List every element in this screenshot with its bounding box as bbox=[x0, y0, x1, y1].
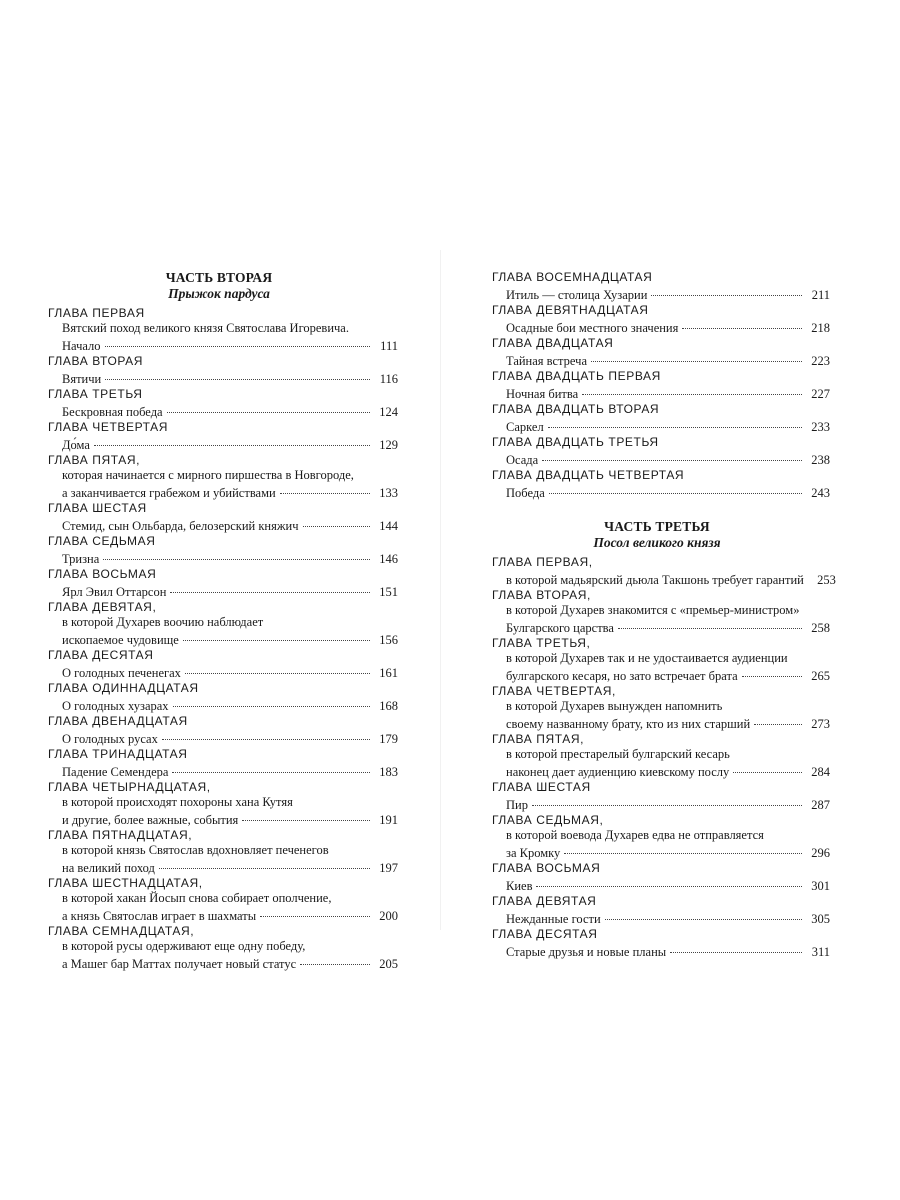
chapter-heading: ГЛАВА ПЯТНАДЦАТАЯ, bbox=[48, 828, 193, 842]
page-number: 265 bbox=[811, 669, 830, 683]
toc-entry[interactable] bbox=[484, 780, 830, 813]
page-gutter bbox=[440, 250, 441, 930]
toc-entry[interactable] bbox=[40, 567, 398, 600]
chapter-heading: ГЛАВА ДВЕНАДЦАТАЯ bbox=[48, 714, 188, 728]
chapter-subtitle-line: Вятский поход великого князя Святослава Игоревича. bbox=[62, 321, 349, 335]
chapter-title: а Машег бар Маттах получает новый статус bbox=[62, 957, 297, 971]
dot-leader bbox=[742, 663, 802, 677]
chapter-leader-row bbox=[484, 351, 830, 369]
toc-entry[interactable] bbox=[484, 303, 830, 336]
page-number: 305 bbox=[811, 912, 830, 926]
page-number: 211 bbox=[811, 288, 830, 302]
toc-list bbox=[484, 270, 830, 501]
chapter-heading: ГЛАВА ПЕРВАЯ bbox=[48, 306, 145, 320]
chapter-title: Падение Семендера bbox=[62, 765, 169, 779]
chapter-title: Нежданные гости bbox=[506, 912, 601, 926]
chapter-leader-row bbox=[484, 483, 830, 501]
chapter-title: Вятичи bbox=[62, 372, 102, 386]
chapter-leader-row bbox=[484, 417, 830, 435]
chapter-subtitle-line: в которой воевода Духарев едва не отправляется bbox=[506, 828, 764, 842]
page-number: 218 bbox=[811, 321, 830, 335]
chapter-heading: ГЛАВА ВОСЬМАЯ bbox=[48, 567, 157, 581]
chapter-leader-row bbox=[484, 384, 830, 402]
dot-leader bbox=[170, 579, 370, 593]
dot-leader bbox=[242, 807, 370, 821]
toc-entry[interactable] bbox=[40, 648, 398, 681]
chapter-leader-row bbox=[40, 810, 398, 828]
dot-leader bbox=[564, 840, 802, 854]
chapter-title: Тризна bbox=[62, 552, 100, 566]
dot-leader bbox=[618, 615, 802, 629]
chapter-heading: ГЛАВА ЧЕТВЕРТАЯ bbox=[48, 420, 169, 434]
chapter-heading: ГЛАВА ДВАДЦАТЬ ВТОРАЯ bbox=[492, 402, 660, 416]
chapter-title: О голодных печенегах bbox=[62, 666, 181, 680]
page-number: 144 bbox=[379, 519, 398, 533]
toc-entry[interactable] bbox=[40, 501, 398, 534]
chapter-title: Итиль — столица Хузарии bbox=[506, 288, 648, 302]
chapter-title: своему названному брату, кто из них старший bbox=[506, 717, 751, 731]
chapter-leader-row bbox=[40, 483, 398, 501]
page-number: 258 bbox=[811, 621, 830, 635]
toc-entry[interactable] bbox=[40, 876, 398, 924]
dot-leader bbox=[542, 447, 802, 461]
toc-entry[interactable] bbox=[484, 468, 830, 501]
dot-leader bbox=[754, 711, 802, 725]
toc-list bbox=[40, 306, 398, 972]
page-number: 243 bbox=[811, 486, 830, 500]
chapter-heading: ГЛАВА СЕДЬМАЯ bbox=[48, 534, 156, 548]
page-number: 301 bbox=[811, 879, 830, 893]
chapter-title: Булгарского царства bbox=[506, 621, 614, 635]
chapter-title: ископаемое чудовище bbox=[62, 633, 179, 647]
toc-entry[interactable] bbox=[40, 714, 398, 747]
chapter-heading: ГЛАВА ТРЕТЬЯ bbox=[48, 387, 143, 401]
page-number: 191 bbox=[379, 813, 398, 827]
chapter-leader-row bbox=[484, 318, 830, 336]
page-number: 179 bbox=[379, 732, 398, 746]
chapter-title: а князь Святослав играет в шахматы bbox=[62, 909, 257, 923]
toc-entry[interactable] bbox=[40, 354, 398, 387]
dot-leader bbox=[280, 480, 370, 494]
chapter-leader-row bbox=[40, 762, 398, 780]
chapter-subtitle-line: в которой русы одерживают еще одну победу, bbox=[62, 939, 306, 953]
chapter-heading: ГЛАВА ВОСЕМНАДЦАТАЯ bbox=[492, 270, 653, 284]
chapter-title: Начало bbox=[62, 339, 101, 353]
dot-leader bbox=[605, 906, 802, 920]
chapter-title: Стемид, сын Ольбарда, белозерский княжич bbox=[62, 519, 299, 533]
dot-leader bbox=[185, 660, 370, 674]
toc-entry[interactable] bbox=[484, 369, 830, 402]
toc-entry[interactable] bbox=[40, 306, 398, 354]
toc-entry[interactable] bbox=[40, 600, 398, 648]
toc-list bbox=[484, 555, 836, 960]
chapter-heading: ГЛАВА ДВАДЦАТЬ ТРЕТЬЯ bbox=[492, 435, 659, 449]
left-page bbox=[40, 270, 398, 972]
toc-entry[interactable] bbox=[484, 684, 830, 732]
page-number: 168 bbox=[379, 699, 398, 713]
chapter-subtitle-line: в которой хакан Йосып снова собирает ополчение, bbox=[62, 891, 332, 905]
page-number: 129 bbox=[379, 438, 398, 452]
chapter-title: Бескровная победа bbox=[62, 405, 163, 419]
chapter-heading: ГЛАВА ОДИННАДЦАТАЯ bbox=[48, 681, 199, 695]
toc-entry[interactable] bbox=[40, 534, 398, 567]
chapter-title: Саркел bbox=[506, 420, 544, 434]
toc-entry[interactable] bbox=[40, 924, 398, 972]
toc-entry[interactable] bbox=[484, 270, 830, 303]
chapter-subtitle-line: в которой Духарев знакомится с «премьер-министром» bbox=[506, 603, 800, 617]
page-number: 200 bbox=[379, 909, 398, 923]
chapter-heading: ГЛАВА ДВАДЦАТЬ ЧЕТВЕРТАЯ bbox=[492, 468, 685, 482]
chapter-leader-row bbox=[40, 663, 398, 681]
chapter-heading: ГЛАВА ДЕВЯТНАДЦАТАЯ bbox=[492, 303, 649, 317]
chapter-leader-row bbox=[40, 435, 398, 453]
chapter-leader-row bbox=[484, 570, 836, 588]
chapter-heading: ГЛАВА ДЕСЯТАЯ bbox=[48, 648, 154, 662]
chapter-heading: ГЛАВА ШЕСТНАДЦАТАЯ, bbox=[48, 876, 203, 890]
chapter-title: Ярл Эвил Оттарсон bbox=[62, 585, 167, 599]
chapter-title: Осада bbox=[506, 453, 539, 467]
chapter-title: О голодных русах bbox=[62, 732, 158, 746]
toc-entry[interactable] bbox=[484, 435, 830, 468]
page-number: 156 bbox=[379, 633, 398, 647]
chapter-leader-row bbox=[484, 795, 830, 813]
page-number: 284 bbox=[811, 765, 830, 779]
dot-leader bbox=[591, 348, 802, 362]
dot-leader bbox=[94, 432, 370, 446]
page-number: 133 bbox=[379, 486, 398, 500]
chapter-title: Киев bbox=[506, 879, 533, 893]
chapter-title: Победа bbox=[506, 486, 545, 500]
dot-leader bbox=[549, 480, 802, 494]
chapter-heading: ГЛАВА ЧЕТВЕРТАЯ, bbox=[492, 684, 616, 698]
chapter-subtitle-line: в которой Духарев вынужден напомнить bbox=[506, 699, 723, 713]
chapter-leader-row bbox=[40, 630, 398, 648]
chapter-subtitle-line: в которой Духарев так и не удостаивается аудиенции bbox=[506, 651, 788, 665]
chapter-leader-row bbox=[40, 582, 398, 600]
chapter-title: Старые друзья и новые планы bbox=[506, 945, 667, 959]
dot-leader bbox=[105, 366, 370, 380]
chapter-leader-row bbox=[40, 858, 398, 876]
chapter-title: а заканчивается грабежом и убийствами bbox=[62, 486, 276, 500]
dot-leader bbox=[162, 726, 370, 740]
dot-leader bbox=[651, 282, 802, 296]
chapter-subtitle-line: в которой Духарев воочию наблюдает bbox=[62, 615, 264, 629]
toc-entry[interactable] bbox=[484, 927, 830, 960]
page-number: 116 bbox=[379, 372, 398, 386]
chapter-leader-row bbox=[40, 549, 398, 567]
chapter-title: Тайная встреча bbox=[506, 354, 587, 368]
chapter-title: наконец дает аудиенцию киевскому послу bbox=[506, 765, 730, 779]
chapter-subtitle-line: которая начинается с мирного пиршества в Новгороде, bbox=[62, 468, 354, 482]
chapter-heading: ГЛАВА ДЕВЯТАЯ bbox=[492, 894, 597, 908]
dot-leader bbox=[670, 939, 802, 953]
part-title: ЧАСТЬ ВТОРАЯ bbox=[165, 270, 273, 285]
chapter-leader-row bbox=[40, 729, 398, 747]
page-number: 233 bbox=[811, 420, 830, 434]
page-number: 287 bbox=[811, 798, 830, 812]
chapter-subtitle-line: в которой престарелый булгарский кесарь bbox=[506, 747, 730, 761]
page-number: 227 bbox=[811, 387, 830, 401]
toc-entry[interactable] bbox=[484, 636, 830, 684]
toc-entry[interactable] bbox=[40, 453, 398, 501]
toc-entry[interactable] bbox=[484, 588, 830, 636]
dot-leader bbox=[159, 855, 370, 869]
chapter-leader-row bbox=[40, 402, 398, 420]
dot-leader bbox=[183, 627, 370, 641]
dot-leader bbox=[167, 399, 370, 413]
chapter-heading: ГЛАВА ШЕСТАЯ bbox=[492, 780, 591, 794]
spacer bbox=[484, 501, 830, 519]
part-two-heading bbox=[40, 270, 398, 302]
chapter-heading: ГЛАВА ПЕРВАЯ, bbox=[492, 555, 593, 569]
chapter-heading: ГЛАВА СЕДЬМАЯ, bbox=[492, 813, 604, 827]
dot-leader bbox=[582, 381, 802, 395]
dot-leader bbox=[173, 693, 370, 707]
page-number: 238 bbox=[811, 453, 830, 467]
chapter-heading: ГЛАВА ВОСЬМАЯ bbox=[492, 861, 601, 875]
part-subtitle: Посол великого князя bbox=[593, 535, 721, 550]
chapter-heading: ГЛАВА ТРИНАДЦАТАЯ bbox=[48, 747, 188, 761]
page-number: 296 bbox=[811, 846, 830, 860]
toc-entry[interactable] bbox=[484, 813, 830, 861]
chapter-leader-row bbox=[484, 618, 830, 636]
toc-entry[interactable] bbox=[484, 555, 836, 588]
chapter-heading: ГЛАВА ДВАДЦАТАЯ bbox=[492, 336, 614, 350]
chapter-title: и другие, более важные, события bbox=[62, 813, 239, 827]
page-number: 223 bbox=[811, 354, 830, 368]
dot-leader bbox=[172, 759, 370, 773]
chapter-leader-row bbox=[484, 450, 830, 468]
chapter-heading: ГЛАВА ПЯТАЯ, bbox=[492, 732, 585, 746]
page-number: 273 bbox=[811, 717, 830, 731]
dot-leader bbox=[260, 903, 370, 917]
toc-entry[interactable] bbox=[484, 894, 830, 927]
chapter-heading: ГЛАВА СЕМНАДЦАТАЯ, bbox=[48, 924, 195, 938]
chapter-title: Осадные бои местного значения bbox=[506, 321, 679, 335]
chapter-title: До́ма bbox=[62, 438, 90, 452]
chapter-leader-row bbox=[40, 906, 398, 924]
page-number: 111 bbox=[380, 339, 398, 353]
chapter-subtitle-line: в которой происходят похороны хана Кутяя bbox=[62, 795, 293, 809]
chapter-leader-row bbox=[484, 909, 830, 927]
chapter-leader-row bbox=[40, 516, 398, 534]
toc-entry[interactable] bbox=[40, 828, 398, 876]
toc-entry[interactable] bbox=[484, 402, 830, 435]
chapter-heading: ГЛАВА ЧЕТЫРНАДЦАТАЯ, bbox=[48, 780, 211, 794]
toc-entry[interactable] bbox=[484, 732, 830, 780]
page-number: 124 bbox=[379, 405, 398, 419]
dot-leader bbox=[300, 951, 370, 965]
chapter-leader-row bbox=[40, 336, 398, 354]
chapter-heading: ГЛАВА ДВАДЦАТЬ ПЕРВАЯ bbox=[492, 369, 661, 383]
page-number: 146 bbox=[379, 552, 398, 566]
chapter-leader-row bbox=[484, 843, 830, 861]
chapter-title: О голодных хузарах bbox=[62, 699, 169, 713]
chapter-heading: ГЛАВА ВТОРАЯ bbox=[48, 354, 144, 368]
dot-leader bbox=[105, 333, 370, 347]
page-number: 151 bbox=[379, 585, 398, 599]
page-number: 253 bbox=[817, 573, 836, 587]
chapter-title: Ночная битва bbox=[506, 387, 579, 401]
toc-entry[interactable] bbox=[40, 681, 398, 714]
dot-leader bbox=[548, 414, 802, 428]
page-number: 161 bbox=[379, 666, 398, 680]
toc-entry[interactable] bbox=[484, 336, 830, 369]
chapter-leader-row bbox=[40, 696, 398, 714]
chapter-heading: ГЛАВА ДЕВЯТАЯ, bbox=[48, 600, 157, 614]
chapter-leader-row bbox=[484, 714, 830, 732]
part-three-heading bbox=[484, 519, 830, 551]
right-page bbox=[484, 270, 836, 960]
toc-entry[interactable] bbox=[40, 780, 398, 828]
chapter-leader-row bbox=[484, 762, 830, 780]
chapter-title: в которой мадьярский дьюла Такшонь требует гарантий bbox=[506, 573, 804, 587]
dot-leader bbox=[733, 759, 802, 773]
chapter-title: на великий поход bbox=[62, 861, 155, 875]
chapter-leader-row bbox=[484, 285, 830, 303]
chapter-title: Пир bbox=[506, 798, 528, 812]
chapter-heading: ГЛАВА ВТОРАЯ, bbox=[492, 588, 591, 602]
dot-leader bbox=[103, 546, 370, 560]
dot-leader bbox=[536, 873, 802, 887]
chapter-heading: ГЛАВА ДЕСЯТАЯ bbox=[492, 927, 598, 941]
toc-entry[interactable] bbox=[40, 420, 398, 453]
chapter-title: за Кромку bbox=[506, 846, 561, 860]
chapter-title: булгарского кесаря, но зато встречает брата bbox=[506, 669, 738, 683]
chapter-leader-row bbox=[484, 942, 830, 960]
dot-leader bbox=[682, 315, 802, 329]
chapter-leader-row bbox=[40, 954, 398, 972]
chapter-heading: ГЛАВА ШЕСТАЯ bbox=[48, 501, 147, 515]
chapter-leader-row bbox=[484, 666, 830, 684]
chapter-heading: ГЛАВА ПЯТАЯ, bbox=[48, 453, 141, 467]
toc-entry[interactable] bbox=[40, 747, 398, 780]
chapter-leader-row bbox=[40, 369, 398, 387]
part-title: ЧАСТЬ ТРЕТЬЯ bbox=[604, 519, 710, 534]
part-subtitle: Прыжок пардуса bbox=[168, 286, 270, 301]
page-number: 197 bbox=[379, 861, 398, 875]
chapter-heading: ГЛАВА ТРЕТЬЯ, bbox=[492, 636, 591, 650]
page-number: 183 bbox=[379, 765, 398, 779]
chapter-subtitle-line: в которой князь Святослав вдохновляет печенегов bbox=[62, 843, 329, 857]
dot-leader bbox=[303, 513, 371, 527]
page-number: 205 bbox=[379, 957, 398, 971]
dot-leader bbox=[532, 792, 802, 806]
toc-entry[interactable] bbox=[40, 387, 398, 420]
toc-entry[interactable] bbox=[484, 861, 830, 894]
page-number: 311 bbox=[811, 945, 830, 959]
chapter-leader-row bbox=[484, 876, 830, 894]
